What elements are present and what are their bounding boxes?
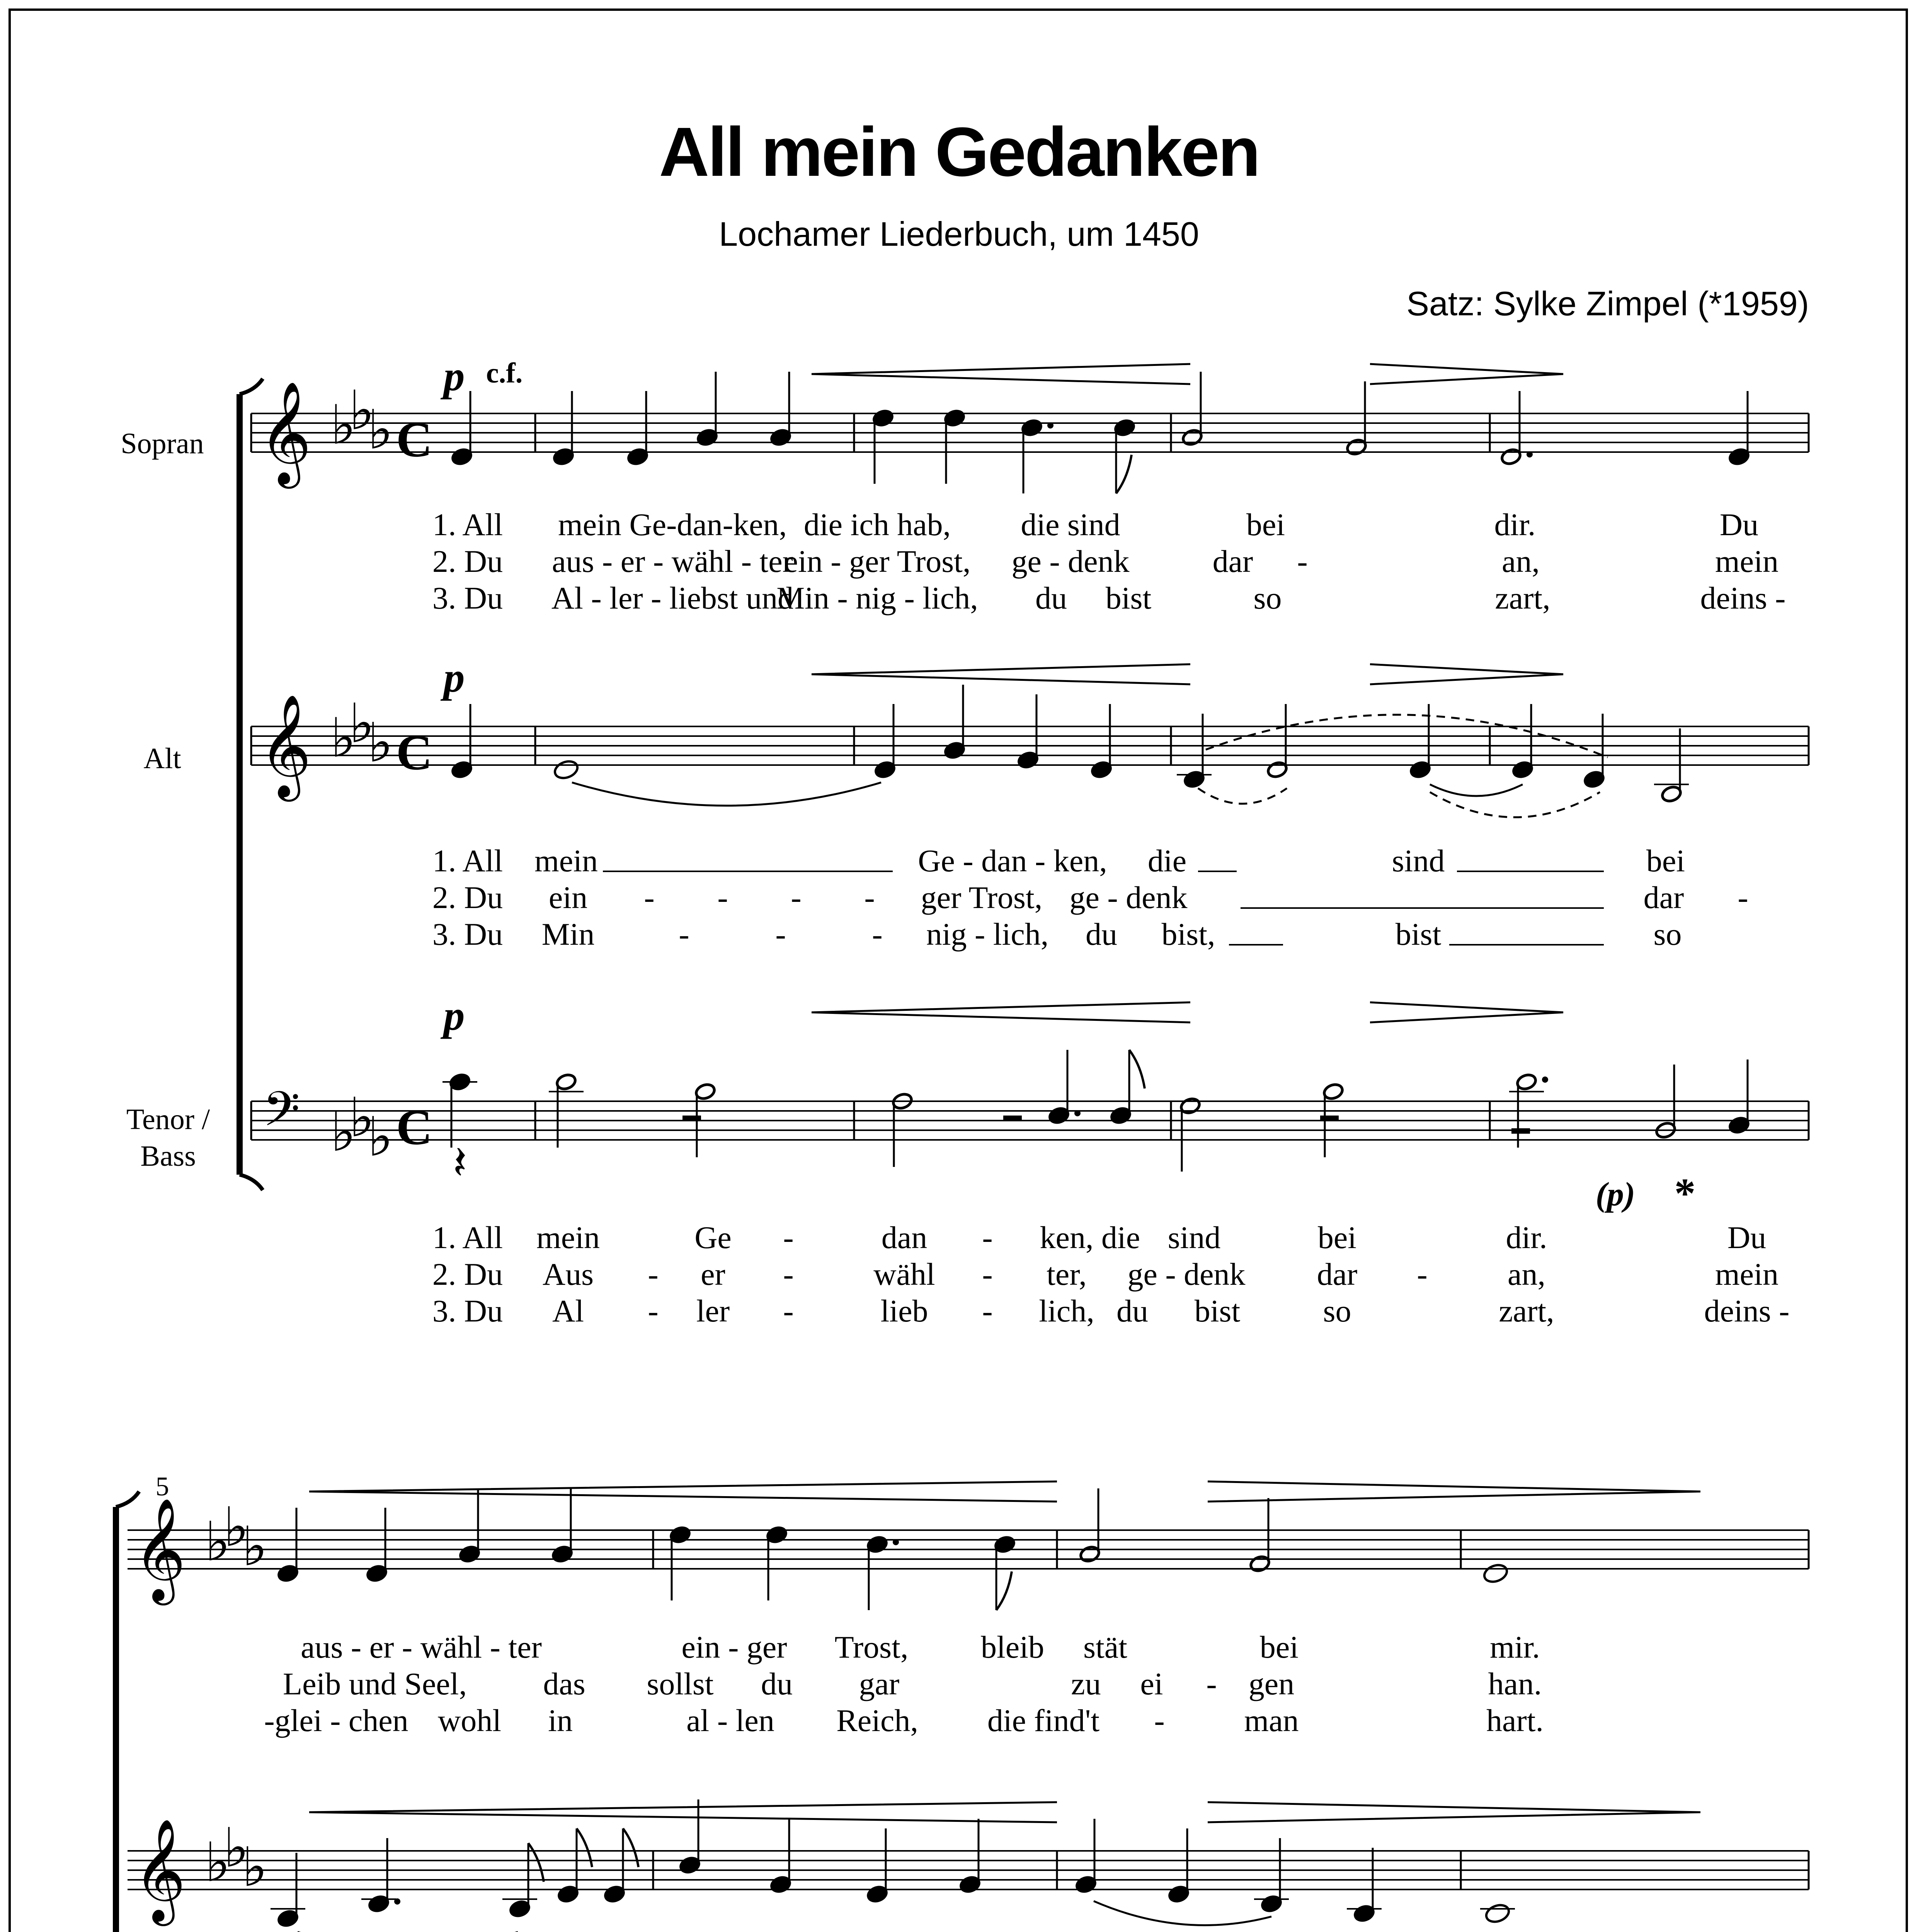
cantus-firmus-mark: c.f. xyxy=(486,357,523,389)
note-quarter xyxy=(669,1526,691,1600)
lyric-tenor-bass-verse-3: - xyxy=(982,1293,993,1328)
flat-icon: ♭ xyxy=(330,396,356,456)
lyric-sopran-verse-3: al - len xyxy=(686,1703,774,1738)
lyric-sopran-verse-2: gar xyxy=(859,1666,900,1701)
note-quarter xyxy=(1091,704,1113,779)
flat-icon: ♭ xyxy=(349,381,375,441)
lyric-tenor-bass-verse-2: - xyxy=(1417,1257,1428,1292)
dashed-slur xyxy=(1198,788,1287,804)
lyric-alt-verse-3: du xyxy=(1086,917,1117,952)
note-quarter xyxy=(277,1508,299,1583)
lyric-sopran-verse-3: du xyxy=(1035,580,1067,616)
note-quarter xyxy=(1347,1848,1382,1923)
lyric-sopran-verse-1: mein Ge-dan-ken, xyxy=(558,507,787,542)
decrescendo-hairpin xyxy=(1370,664,1563,684)
lyric-sopran-verse-2: Leib und Seel, xyxy=(283,1666,467,1701)
decrescendo-hairpin xyxy=(1208,1802,1700,1822)
lyric-sopran-verse-3: - xyxy=(1154,1703,1165,1738)
whole-rest xyxy=(682,1116,701,1121)
flat-icon: ♭ xyxy=(205,1833,231,1893)
lyric-sopran-verse-3: man xyxy=(1244,1703,1299,1738)
lyric-tenor-bass-verse-1: dan xyxy=(881,1220,928,1255)
crescendo-hairpin xyxy=(309,1802,1057,1822)
note-quarter xyxy=(944,685,966,760)
crescendo-hairpin xyxy=(812,664,1190,684)
lyric-sopran-verse-1: die sind xyxy=(1021,507,1120,542)
lyric-alt-verse-1: mein xyxy=(534,843,598,878)
lyric-sopran-verse-3: 3. Du xyxy=(432,580,503,616)
lyric-tenor-bass-verse-2: 2. Du xyxy=(432,1257,503,1292)
lyric-tenor-bass-verse-1: - xyxy=(783,1220,794,1255)
dynamic-p: p xyxy=(443,654,465,701)
lyric-sopran-verse-3: bist xyxy=(1105,580,1152,616)
flat-icon: ♭ xyxy=(223,1498,249,1558)
staff-tenor-bass xyxy=(251,1101,1809,1140)
lyric-alt-verse-2: ger Trost, xyxy=(921,880,1043,915)
bass-clef-icon: 𝄢 xyxy=(263,1083,300,1148)
voice-label-tenor: Tenor / xyxy=(126,1103,210,1136)
note-quarter xyxy=(1168,1828,1190,1903)
flat-icon: ♭ xyxy=(368,1107,393,1168)
lyric-sopran-verse-2: an, xyxy=(1502,544,1540,579)
lyric-sopran-verse-1: die ich hab, xyxy=(803,507,951,542)
note-eighth xyxy=(1110,1050,1145,1125)
lyric-alt-verse-2: dar xyxy=(1643,880,1684,915)
note-quarter xyxy=(1048,1050,1081,1125)
lyric-alt-verse-3: 3. Du xyxy=(432,917,503,952)
treble-clef-icon: 𝄞 xyxy=(259,384,311,482)
lyric-tenor-bass-verse-1: bei xyxy=(1317,1220,1357,1255)
dashed-slur xyxy=(1430,792,1600,817)
dot xyxy=(1074,1110,1081,1116)
lyric-sopran-verse-3: so xyxy=(1253,580,1282,616)
lyric-sopran-verse-3: in xyxy=(548,1703,573,1738)
lyric-tenor-bass-verse-3: lich, xyxy=(1039,1293,1094,1328)
lyric-tenor-bass-verse-1: Du xyxy=(1727,1220,1767,1255)
note-half xyxy=(1500,391,1533,466)
note-quarter xyxy=(959,1819,981,1894)
note-quarter xyxy=(459,1488,481,1563)
lyric-alt-verse-2: - xyxy=(717,880,728,915)
lyric-alt-verse-2: - xyxy=(1738,880,1748,915)
dot xyxy=(1527,451,1533,457)
note-quarter xyxy=(872,409,894,484)
lyric-alt-verse-3: - xyxy=(775,917,786,952)
arranger-credit: Satz: Sylke Zimpel (*1959) xyxy=(1406,284,1809,323)
slur xyxy=(1430,784,1523,796)
voice-label-sopran: Sopran xyxy=(121,427,204,460)
note-quarter xyxy=(770,1819,792,1894)
lyric-tenor-bass-verse-3: Al xyxy=(552,1293,584,1328)
lyric-sopran-verse-2: sollst xyxy=(647,1666,714,1701)
flag xyxy=(1129,1050,1145,1088)
treble-clef-icon: 𝄞 xyxy=(259,697,311,795)
crescendo-hairpin xyxy=(812,364,1190,384)
note-half xyxy=(1654,728,1689,803)
lyric-alt-verse-3: so xyxy=(1653,917,1682,952)
time-signature-common: C xyxy=(396,1100,432,1155)
note-quarter xyxy=(1021,418,1053,493)
dynamic-p: p xyxy=(443,992,465,1039)
note-half xyxy=(1079,1488,1101,1563)
lyric-tenor-bass-verse-1: mein xyxy=(536,1220,600,1255)
note-quarter xyxy=(1017,694,1039,769)
lyric-tenor-bass-verse-3: - xyxy=(783,1293,794,1328)
lyric-tenor-bass-verse-2: ter, xyxy=(1047,1257,1087,1292)
flat-icon: ♭ xyxy=(349,694,375,754)
note-half xyxy=(1509,1073,1548,1148)
lyric-sopran-verse-2: du xyxy=(761,1666,793,1701)
flat-icon: ♭ xyxy=(223,1818,249,1879)
lyric-sopran-verse-1: bei xyxy=(1259,1629,1299,1665)
note-quarter xyxy=(1075,1819,1097,1894)
lyric-tenor-bass-verse-3: lieb xyxy=(880,1293,928,1328)
lyric-tenor-bass-verse-3: zart, xyxy=(1499,1293,1554,1328)
note-quarter xyxy=(944,409,966,484)
flat-icon: ♭ xyxy=(205,1512,231,1572)
note-half xyxy=(1346,381,1368,456)
lyric-alt-verse-1: die xyxy=(1147,843,1187,878)
lyric-alt-verse-2: 2. Du xyxy=(432,880,503,915)
measure-number: 5 xyxy=(155,1472,169,1502)
lyric-tenor-bass-verse-2: wähl xyxy=(873,1257,935,1292)
lyric-tenor-bass-verse-3: ler xyxy=(696,1293,730,1328)
decrescendo-hairpin xyxy=(1370,364,1563,384)
lyric-tenor-bass-verse-3: deins - xyxy=(1704,1293,1790,1328)
lyric-alt-verse-2: - xyxy=(864,880,875,915)
note-half xyxy=(549,1073,584,1148)
flat-icon: ♭ xyxy=(330,709,356,769)
lyric-sopran-verse-2: gen xyxy=(1248,1666,1295,1701)
lyric-tenor-bass-verse-2: an, xyxy=(1508,1257,1545,1292)
lyric-alt-verse-3: bist xyxy=(1395,917,1441,952)
note-quarter xyxy=(1512,704,1534,779)
lyric-sopran-verse-1: 1. All xyxy=(432,507,503,542)
note-whole xyxy=(553,759,580,781)
lyric-sopran-verse-2: ein - ger Trost, xyxy=(784,544,971,579)
lyric-tenor-bass-verse-3: 3. Du xyxy=(432,1293,503,1328)
note-eighth xyxy=(994,1535,1016,1610)
lyric-alt-verse-1: bei xyxy=(1646,843,1685,878)
lyric-sopran-verse-3: -glei - chen xyxy=(264,1703,408,1738)
note-quarter xyxy=(627,391,649,466)
lyric-sopran-verse-2: 2. Du xyxy=(432,544,503,579)
lyric-tenor-bass-verse-2: - xyxy=(982,1257,993,1292)
slur xyxy=(1094,1901,1271,1925)
lyric-sopran-verse-3: Reich, xyxy=(836,1703,918,1738)
lyric-alt-verse-1: Ge - dan - ken, xyxy=(918,843,1107,878)
treble-clef-icon: 𝄞 xyxy=(133,1500,186,1599)
note-half xyxy=(1179,1097,1202,1172)
lyric-tenor-bass-verse-1: 1. All xyxy=(432,1220,503,1255)
lyric-sopran-verse-1: mir. xyxy=(1490,1629,1540,1665)
lyric-alt-verse-2: - xyxy=(644,880,655,915)
lyric-alt-verse-3: nig - lich, xyxy=(926,917,1049,952)
lyric-sopran-verse-1: bleib xyxy=(981,1629,1044,1665)
note-eighth xyxy=(604,1828,638,1903)
lyric-sopran-verse-1: aus - er - wähl - ter xyxy=(301,1629,542,1665)
note-quarter xyxy=(696,372,718,447)
lyric-tenor-bass-verse-2: Aus xyxy=(542,1257,594,1292)
note-quarter xyxy=(1728,391,1750,466)
time-signature-common: C xyxy=(396,412,432,468)
lyric-tenor-bass-verse-3: so xyxy=(1323,1293,1351,1328)
lyric-tenor-bass-verse-1: sind xyxy=(1167,1220,1221,1255)
voice-label-bass: Bass xyxy=(140,1140,196,1172)
notehead xyxy=(553,759,580,781)
page-subtitle: Lochamer Liederbuch, um 1450 xyxy=(719,215,1199,253)
whole-rest xyxy=(1003,1116,1022,1121)
flat-icon: ♭ xyxy=(368,713,393,774)
quarter-rest-icon: 𝄽 xyxy=(453,1137,467,1189)
lyric-sopran-verse-1: Trost, xyxy=(834,1629,909,1665)
lyric-sopran-verse-2: ge - denk xyxy=(1011,544,1130,579)
lyric-alt-verse-2: - xyxy=(791,880,802,915)
flag xyxy=(996,1571,1012,1610)
lyric-tenor-bass-verse-2: mein xyxy=(1715,1257,1778,1292)
note-whole xyxy=(1482,1562,1509,1585)
lyric-tenor-bass-verse-3: - xyxy=(648,1293,659,1328)
lyric-tenor-bass-verse-2: er xyxy=(701,1257,725,1292)
page-title: All mein Gedanken xyxy=(659,113,1259,191)
lyric-sopran-verse-1: Du xyxy=(1719,507,1759,542)
time-signature-common: C xyxy=(396,725,432,781)
lyric-tenor-bass-verse-3: du xyxy=(1116,1293,1148,1328)
lyric-sopran-verse-2: ei xyxy=(1140,1666,1163,1701)
note-quarter xyxy=(1177,714,1212,789)
note-half xyxy=(1249,1498,1271,1573)
note-quarter xyxy=(442,1073,477,1148)
lyric-sopran-verse-3: deins - xyxy=(1700,580,1786,616)
lyric-sopran-verse-3: wohl xyxy=(438,1703,501,1738)
lyric-tenor-bass-verse-1: dir. xyxy=(1506,1220,1547,1255)
lyric-sopran-verse-2: dar xyxy=(1212,544,1253,579)
crescendo-hairpin xyxy=(812,1002,1190,1022)
lyric-sopran-verse-2: - xyxy=(1206,1666,1217,1701)
lyric-tenor-bass-verse-1: - xyxy=(982,1220,993,1255)
flat-icon: ♭ xyxy=(242,1838,268,1898)
note-quarter xyxy=(553,391,575,466)
flag xyxy=(528,1843,544,1882)
lyric-alt-verse-3: bist, xyxy=(1161,917,1215,952)
flat-icon: ♭ xyxy=(330,1103,356,1163)
decrescendo-hairpin xyxy=(1208,1481,1700,1502)
note-quarter xyxy=(874,704,896,779)
decrescendo-hairpin xyxy=(1370,1002,1563,1022)
lyric-alt-verse-2: ge - denk xyxy=(1069,880,1188,915)
lyric-tenor-bass-verse-1: die xyxy=(1101,1220,1140,1255)
note-quarter xyxy=(451,704,473,779)
flag xyxy=(1116,455,1132,493)
crescendo-hairpin xyxy=(309,1481,1057,1502)
lyric-alt-verse-2: ein xyxy=(548,880,588,915)
bracket-bottom-hook xyxy=(240,1175,263,1190)
lyric-sopran-verse-2: aus - er - wähl - ter xyxy=(552,544,793,579)
lyric-sopran-verse-1: dir. xyxy=(1494,507,1536,542)
note-half xyxy=(1266,704,1288,779)
note-half xyxy=(1655,1065,1677,1139)
lyric-tenor-bass-verse-2: dar xyxy=(1317,1257,1358,1292)
lyric-alt-verse-1: 1. All xyxy=(432,843,503,878)
lyric-alt-verse-3: - xyxy=(679,917,689,952)
note-quarter xyxy=(551,1488,574,1563)
dot xyxy=(1542,1077,1548,1083)
dot xyxy=(893,1539,899,1545)
flat-icon: ♭ xyxy=(368,400,393,461)
lyric-tenor-bass-verse-1: Ge xyxy=(694,1220,732,1255)
lyric-sopran-verse-3: Min - nig - lich, xyxy=(776,580,978,616)
lyric-alt-verse-1: sind xyxy=(1392,843,1445,878)
lyric-sopran-verse-1: bei xyxy=(1246,507,1285,542)
dot xyxy=(1047,422,1053,429)
note-half xyxy=(892,1092,914,1167)
note-quarter xyxy=(361,1838,400,1913)
note-quarter xyxy=(1728,1060,1750,1134)
lyric-tenor-bass-verse-1: ken, xyxy=(1040,1220,1094,1255)
slur xyxy=(572,782,881,806)
lyric-sopran-verse-2: - xyxy=(1297,544,1308,579)
lyric-tenor-bass-verse-3: bist xyxy=(1194,1293,1241,1328)
note-quarter xyxy=(866,1828,888,1903)
lyric-alt-verse-3: - xyxy=(872,917,883,952)
lyric-sopran-verse-1: ein - ger xyxy=(681,1629,787,1665)
lyric-sopran-verse-2: han. xyxy=(1488,1666,1542,1701)
whole-rest xyxy=(1320,1116,1339,1121)
note-quarter xyxy=(1254,1838,1289,1913)
lyric-tenor-bass-verse-2: ge - denk xyxy=(1127,1257,1246,1292)
flat-icon: ♭ xyxy=(349,1088,375,1148)
lyric-sopran-verse-3: hart. xyxy=(1486,1703,1544,1738)
flat-icon: ♭ xyxy=(242,1517,268,1577)
lyric-sopran-verse-3: die find't xyxy=(987,1703,1100,1738)
note-whole xyxy=(1480,1902,1515,1925)
lyric-tenor-bass-verse-2: - xyxy=(648,1257,659,1292)
note-quarter xyxy=(451,391,473,466)
note-quarter xyxy=(271,1853,305,1928)
lyric-sopran-verse-3: Al - ler - liebst und xyxy=(551,580,794,616)
notehead xyxy=(1482,1562,1509,1585)
lyric-sopran-verse-1: stät xyxy=(1083,1629,1127,1665)
note-quarter xyxy=(866,1535,899,1610)
note-quarter xyxy=(766,1526,788,1600)
note-quarter xyxy=(770,372,792,447)
dynamic-paren-p: (p) xyxy=(1595,1176,1635,1213)
note-quarter xyxy=(679,1799,701,1874)
note-eighth xyxy=(502,1843,544,1918)
lyric-tenor-bass-verse-2: - xyxy=(783,1257,794,1292)
treble-clef-icon: 𝄞 xyxy=(133,1821,186,1920)
lyric-sopran-verse-2: zu xyxy=(1071,1666,1101,1701)
notehead xyxy=(1484,1902,1511,1925)
note-eighth xyxy=(557,1828,592,1903)
note-eighth xyxy=(1114,418,1136,493)
whole-rest xyxy=(1511,1128,1530,1134)
lyric-alt-verse-3: Min xyxy=(541,917,595,952)
lyric-sopran-verse-2: mein xyxy=(1715,544,1778,579)
staff-sopran xyxy=(128,1530,1809,1569)
lyric-sopran-verse-3: zart, xyxy=(1495,580,1550,616)
footnote-star-mark: * xyxy=(1674,1170,1696,1217)
lyric-sopran-verse-2: das xyxy=(543,1666,585,1701)
dynamic-p: p xyxy=(443,352,465,400)
note-quarter xyxy=(366,1508,388,1583)
voice-label-alt: Alt xyxy=(143,742,181,775)
